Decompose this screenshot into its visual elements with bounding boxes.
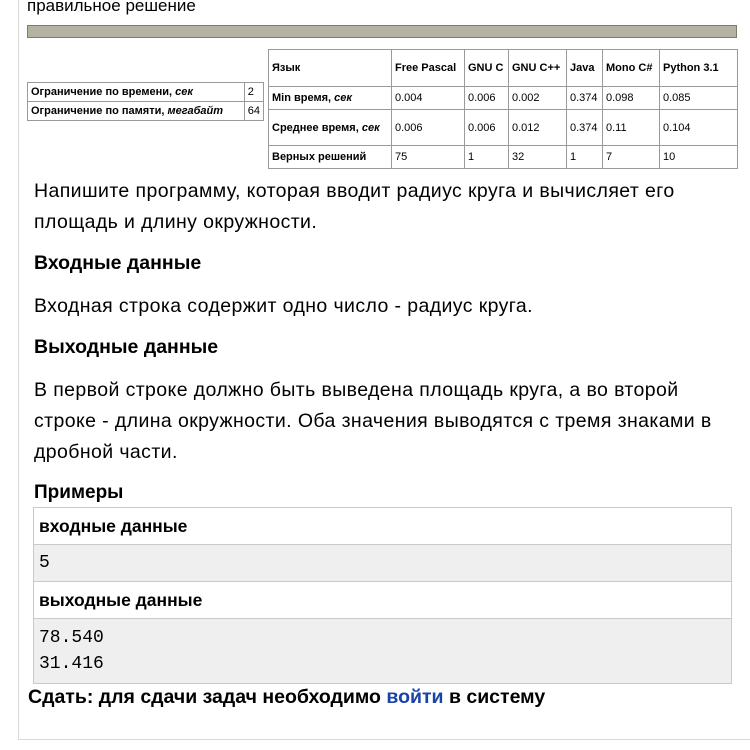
limit-value: 2 bbox=[244, 83, 263, 102]
lang-header-cell: Mono C# bbox=[603, 50, 660, 87]
limit-value: 64 bbox=[244, 102, 263, 121]
input-description: Входная строка содержит одно число - радиус круга. bbox=[34, 295, 533, 317]
limit-label: Ограничение по времени, сек bbox=[28, 83, 245, 102]
submit-suffix: в систему bbox=[443, 686, 546, 708]
stats-row-label: Верных решений bbox=[269, 146, 392, 169]
input-heading: Входные данные bbox=[34, 252, 202, 274]
stats-cell: 1 bbox=[465, 146, 509, 169]
example-output-label: выходные данные bbox=[34, 582, 731, 619]
stats-cell: 32 bbox=[509, 146, 567, 169]
submit-notice bbox=[28, 686, 545, 709]
examples-title: Примеры bbox=[34, 482, 124, 503]
example-output-line: 31.416 bbox=[39, 654, 104, 674]
example-input-value: 5 bbox=[34, 545, 731, 582]
stats-cell: 7 bbox=[603, 146, 660, 169]
stats-row-label: Min время, сек bbox=[269, 87, 392, 110]
stats-table bbox=[268, 49, 738, 169]
stats-cell: 1 bbox=[567, 146, 603, 169]
example-output-value bbox=[34, 619, 731, 683]
stats-cell: 0.374 bbox=[567, 87, 603, 110]
stats-cell: 0.012 bbox=[509, 110, 567, 146]
content-frame-bottom bbox=[18, 739, 750, 740]
stats-cell: 0.374 bbox=[567, 110, 603, 146]
lang-header-cell: Python 3.1 bbox=[660, 50, 738, 87]
examples-box bbox=[33, 507, 732, 684]
login-link[interactable]: войти bbox=[386, 686, 444, 708]
problem-statement: Напишите программу, которая вводит радиус круга и вычисляет его площадь и длину окружности. bbox=[34, 180, 675, 233]
stats-cell: 10 bbox=[660, 146, 738, 169]
lang-header-cell: GNU C bbox=[465, 50, 509, 87]
stats-row-label: Среднее время, сек bbox=[269, 110, 392, 146]
limit-row-time bbox=[28, 83, 264, 102]
lang-header-cell: Free Pascal bbox=[392, 50, 465, 87]
lang-header: Язык bbox=[269, 50, 392, 87]
limit-label: Ограничение по памяти, мегабайт bbox=[28, 102, 245, 121]
stats-cell: 0.006 bbox=[465, 110, 509, 146]
stats-cell: 0.002 bbox=[509, 87, 567, 110]
output-heading: Выходные данные bbox=[34, 336, 219, 358]
stats-cell: 0.104 bbox=[660, 110, 738, 146]
stats-cell: 0.006 bbox=[392, 110, 465, 146]
stats-row-avg-time bbox=[269, 110, 738, 146]
output-description: В первой строке должно быть выведена площадь круга, а во второй строке - длина окружности. Оба значения выводятся с тремя знаками в дробной части. bbox=[34, 379, 712, 463]
stats-cell: 0.098 bbox=[603, 87, 660, 110]
limit-row-memory bbox=[28, 102, 264, 121]
lang-header-cell: GNU C++ bbox=[509, 50, 567, 87]
stats-cell: 0.11 bbox=[603, 110, 660, 146]
limits-table bbox=[27, 82, 264, 121]
stats-cell: 0.006 bbox=[465, 87, 509, 110]
section-divider-bar bbox=[27, 25, 737, 38]
stats-row-correct bbox=[269, 146, 738, 169]
stats-cell: 75 bbox=[392, 146, 465, 169]
stats-header-row bbox=[269, 50, 738, 87]
stats-cell: 0.004 bbox=[392, 87, 465, 110]
submit-prefix: Сдать: для сдачи задач необходимо bbox=[28, 686, 387, 708]
stats-row-min-time bbox=[269, 87, 738, 110]
partial-title: правильное решение bbox=[27, 0, 196, 15]
stats-cell: 0.085 bbox=[660, 87, 738, 110]
content-frame-left bbox=[18, 0, 19, 740]
lang-header-cell: Java bbox=[567, 50, 603, 87]
example-output-line: 78.540 bbox=[39, 628, 104, 648]
example-input-label: входные данные bbox=[34, 508, 731, 545]
